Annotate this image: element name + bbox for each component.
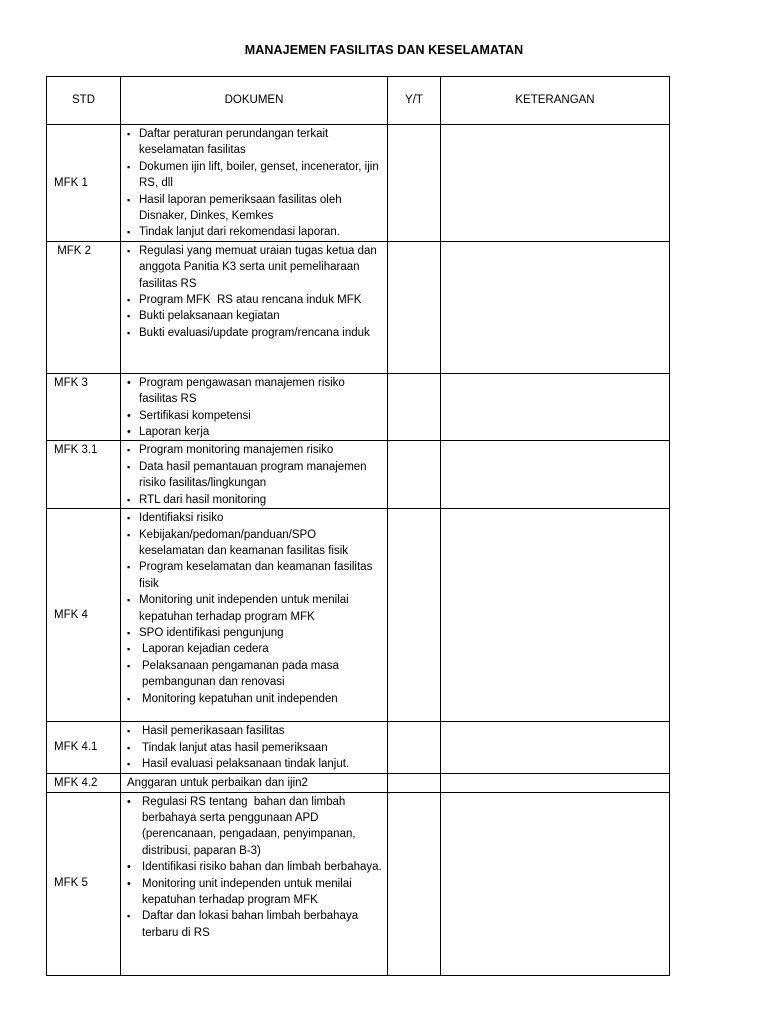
table-row bbox=[47, 722, 670, 774]
list-item: ▪ Program monitoring manajemen risiko bbox=[125, 442, 383, 458]
square-bullet-icon: ▪ bbox=[127, 742, 131, 753]
keterangan-cell bbox=[441, 774, 670, 792]
dokumen-cell bbox=[121, 441, 388, 509]
list-item: • Regulasi RS tentang bahan dan limbah berbahaya serta penggunaan APD (perencanaan, pengadaan, penyimpanan, distribusi, paparan B-3) bbox=[127, 795, 359, 857]
list-item: ▪ Laporan kejadian cedera bbox=[125, 641, 383, 657]
keterangan-cell bbox=[441, 441, 670, 509]
round-bullet-icon: • bbox=[127, 409, 131, 422]
list-item: ▪ Monitoring kepatuhan unit independen bbox=[125, 691, 383, 707]
dokumen-text: Anggaran untuk perbaikan dan ijin2 bbox=[127, 777, 308, 790]
list-item: ▪ Regulasi yang memuat uraian tugas ketua dan anggota Panitia K3 serta unit pemeliharaan fasilitas RS bbox=[127, 244, 377, 290]
std-cell: MFK 1 bbox=[47, 125, 121, 242]
table-row bbox=[47, 125, 670, 242]
keterangan-cell bbox=[441, 509, 670, 722]
round-bullet-icon: • bbox=[127, 376, 131, 389]
dokumen-cell bbox=[121, 722, 388, 774]
table-row bbox=[47, 441, 670, 509]
square-bullet-icon: ▪ bbox=[127, 726, 131, 737]
square-bullet-icon: ▪ bbox=[127, 911, 131, 922]
dokumen-cell bbox=[121, 509, 388, 722]
list-item: ▪ Daftar dan lokasi bahan limbah berbahaya terbaru di RS bbox=[127, 910, 359, 939]
list-item: ▪ Data hasil pemantauan program manajemen risiko fasilitas/lingkungan bbox=[127, 460, 367, 490]
list-item: ▪ Bukti pelaksanaan kegiatan bbox=[125, 308, 383, 324]
table-row bbox=[47, 373, 670, 441]
keterangan-cell bbox=[441, 792, 670, 975]
list-item: ▪ Pelaksanaan pengamanan pada masa pembangunan dan renovasi bbox=[127, 659, 339, 689]
table-row bbox=[47, 241, 670, 373]
checklist-table bbox=[46, 76, 670, 976]
list-item: • Laporan kerja bbox=[125, 424, 383, 440]
square-bullet-icon: ▪ bbox=[127, 644, 131, 655]
list-item: ▪ Hasil laporan pemeriksaan fasilitas oleh Disnaker, Dinkes, Kemkes bbox=[127, 193, 342, 223]
keterangan-cell bbox=[441, 373, 670, 441]
keterangan-cell bbox=[441, 125, 670, 242]
list-item: ▪ RTL dari hasil monitoring bbox=[125, 492, 383, 508]
list-item: ▪ Tindak lanjut dari rekomendasi laporan. bbox=[125, 224, 383, 240]
square-bullet-icon: ▪ bbox=[127, 445, 131, 456]
list-item: ▪ Dokumen ijin lift, boiler, genset, incenerator, ijin RS, dll bbox=[127, 160, 379, 190]
round-bullet-icon: • bbox=[127, 795, 131, 808]
dokumen-cell bbox=[121, 125, 388, 242]
table-row bbox=[47, 774, 670, 792]
std-cell: MFK 4.2 bbox=[47, 774, 121, 792]
list-item: ▪ Program keselamatan dan keamanan fasilitas fisik bbox=[127, 561, 373, 590]
square-bullet-icon: ▪ bbox=[127, 693, 131, 704]
yt-cell bbox=[388, 792, 441, 975]
header-keterangan: KETERANGAN bbox=[441, 77, 670, 125]
header-yt: Y/T bbox=[388, 77, 441, 125]
square-bullet-icon: ▪ bbox=[127, 227, 131, 238]
square-bullet-icon: ▪ bbox=[127, 327, 131, 338]
round-bullet-icon: • bbox=[127, 426, 131, 439]
std-cell: MFK 3.1 bbox=[47, 441, 121, 509]
yt-cell bbox=[388, 373, 441, 441]
square-bullet-icon: ▪ bbox=[127, 529, 131, 540]
square-bullet-icon: ▪ bbox=[127, 311, 131, 322]
list-item: ▪ Hasil pemerikasaan fasilitas bbox=[125, 723, 383, 739]
std-cell: MFK 4 bbox=[47, 509, 121, 722]
list-item: ▪ Program MFK RS atau rencana induk MFK bbox=[125, 292, 383, 308]
square-bullet-icon: ▪ bbox=[127, 245, 131, 256]
list-item: ▪ Bukti evaluasi/update program/rencana induk bbox=[125, 325, 383, 341]
list-item: • Identifikasi risiko bahan dan limbah berbahaya. bbox=[125, 859, 383, 875]
square-bullet-icon: ▪ bbox=[127, 129, 131, 139]
list-item: • Monitoring unit independen untuk menilai kepatuhan terhadap program MFK bbox=[127, 877, 352, 906]
std-cell: MFK 4.1 bbox=[47, 722, 121, 774]
header-dokumen: DOKUMEN bbox=[121, 77, 388, 125]
round-bullet-icon: • bbox=[127, 877, 131, 890]
std-cell: MFK 5 bbox=[47, 792, 121, 975]
list-item: ▪ Tindak lanjut atas hasil pemeriksaan bbox=[125, 740, 383, 756]
table-row bbox=[47, 509, 670, 722]
list-item: ▪ Daftar peraturan perundangan terkait keselamatan fasilitas bbox=[127, 128, 329, 157]
square-bullet-icon: ▪ bbox=[127, 194, 131, 205]
list-item: • Program pengawasan manajemen risiko fasilitas RS bbox=[127, 376, 345, 406]
document-title: MANAJEMEN FASILITAS DAN KESELAMATAN bbox=[244, 43, 524, 57]
square-bullet-icon: ▪ bbox=[127, 161, 131, 172]
list-item: ▪ SPO identifikasi pengunjung bbox=[125, 625, 383, 641]
list-item: ▪ Monitoring unit independen untuk menilai kepatuhan terhadap program MFK bbox=[127, 594, 349, 623]
yt-cell bbox=[388, 722, 441, 774]
table-row bbox=[47, 792, 670, 975]
dokumen-cell bbox=[121, 241, 388, 373]
yt-cell bbox=[388, 509, 441, 722]
list-item: ▪ Identifiaksi risiko bbox=[125, 510, 383, 526]
square-bullet-icon: ▪ bbox=[127, 758, 131, 769]
list-item: ▪ Hasil evaluasi pelaksanaan tindak lanjut. bbox=[125, 756, 383, 772]
keterangan-cell bbox=[441, 722, 670, 774]
header-row bbox=[47, 77, 670, 125]
square-bullet-icon: ▪ bbox=[127, 660, 131, 671]
list-item: • Sertifikasi kompetensi bbox=[125, 408, 383, 424]
dokumen-cell bbox=[121, 792, 388, 975]
square-bullet-icon: ▪ bbox=[127, 595, 131, 606]
square-bullet-icon: ▪ bbox=[127, 461, 131, 472]
yt-cell bbox=[388, 441, 441, 509]
yt-cell bbox=[388, 241, 441, 373]
square-bullet-icon: ▪ bbox=[127, 627, 131, 638]
header-std: STD bbox=[47, 77, 121, 125]
square-bullet-icon: ▪ bbox=[127, 562, 131, 573]
round-bullet-icon: • bbox=[127, 861, 131, 874]
list-item: ▪ Kebijakan/pedoman/panduan/SPO keselamatan dan keamanan fasilitas fisik bbox=[127, 528, 349, 557]
yt-cell bbox=[388, 125, 441, 242]
dokumen-cell bbox=[121, 774, 388, 792]
square-bullet-icon: ▪ bbox=[127, 295, 131, 306]
keterangan-cell bbox=[441, 241, 670, 373]
yt-cell bbox=[388, 774, 441, 792]
std-cell: MFK 3 bbox=[47, 373, 121, 441]
std-cell: MFK 2 bbox=[47, 241, 121, 373]
square-bullet-icon: ▪ bbox=[127, 494, 131, 505]
dokumen-cell bbox=[121, 373, 388, 441]
square-bullet-icon: ▪ bbox=[127, 513, 131, 524]
